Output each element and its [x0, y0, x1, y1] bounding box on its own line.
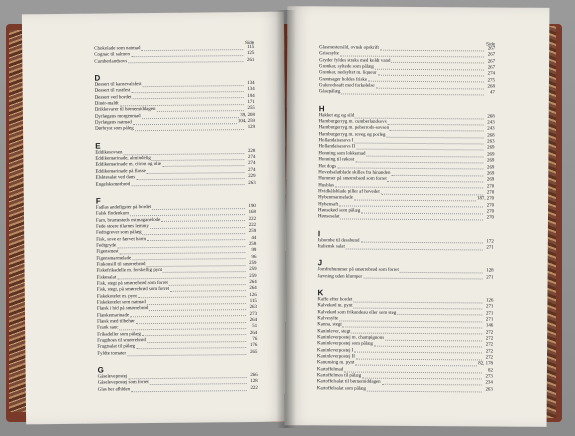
entry-page-number: 51 [252, 324, 258, 330]
entry-title: Grønkar, nedsyltet m. liqueur [318, 70, 377, 77]
entry-page-number: 270 [486, 209, 495, 215]
entry-page-number: 273 [485, 374, 493, 380]
entry-title: Grøntsager holdes friske [318, 77, 368, 83]
entry-title: Grønkar, syltede som pålæg [319, 64, 374, 70]
dot-leader [343, 327, 483, 329]
entry-page-number: 134 [247, 87, 255, 93]
entry-page-number: 258 [248, 241, 257, 247]
entry-title: Hamburgerryg m. cumberlandsovs [318, 119, 387, 125]
entry-title: Dessert til karnevalsfest [94, 82, 142, 88]
entry-title: Frank sauc [97, 325, 119, 331]
entry-title: Kaninleverpostej som pålæg [317, 341, 373, 348]
dot-leader [360, 242, 482, 244]
dot-leader [356, 358, 482, 360]
entry-page-number: 263 [249, 305, 257, 311]
entry-title: Frikadeller som pålæg [97, 331, 141, 338]
entry-title: Hamburgerryg m. peberrods-sovsen [318, 125, 390, 132]
entry-page-number: 269 [487, 158, 495, 164]
entry-page-number: 267 [487, 59, 496, 65]
dot-leader [152, 208, 245, 210]
entry-title: Jomfruhummer på smørrebrød som forret [317, 267, 399, 274]
section-letter: E [95, 141, 101, 151]
dot-leader [340, 218, 483, 220]
book-gutter [276, 10, 296, 428]
section-letter: D [94, 73, 101, 83]
dot-leader [367, 390, 482, 392]
dot-leader [149, 309, 246, 311]
entry-title: Fedtgryde [96, 243, 117, 249]
dot-leader [381, 193, 483, 195]
dot-leader [152, 159, 245, 161]
entry-page-number: 264 [249, 286, 257, 292]
dot-leader [341, 94, 484, 96]
entry-page-number: 269 [487, 145, 495, 152]
entry-page-number: 272 [485, 355, 494, 361]
entry-title: Finkonsill til smørrebrød [96, 262, 146, 268]
entry-title: Hønsekød som pålæg [318, 208, 361, 214]
entry-title: Gryder fyldes straks med koldt vand [319, 58, 391, 64]
entry-page-number: 99 [251, 248, 257, 254]
entry-title: Farn, brumesteds ostmaganelode [95, 217, 161, 224]
entry-page-number: 265 [250, 349, 258, 355]
entry-title: Kanna, stegt [317, 322, 342, 328]
entry-page-number: 269 [486, 177, 495, 183]
entry-page-number: 115 [247, 44, 255, 51]
left-page [22, 12, 288, 425]
entry-page-number: 243 [487, 126, 495, 132]
entry-title: Honning til røkost [318, 157, 355, 163]
entry-page-number: 264 [249, 317, 258, 324]
dot-leader [351, 333, 482, 335]
entry-page-number: 272 [485, 342, 494, 348]
entry-page-number: 243 [487, 120, 495, 126]
dot-leader [400, 272, 483, 274]
entry-title: Hollandaisesovs II [318, 144, 356, 151]
entry-page-number: 128 [250, 379, 258, 385]
entry-title: Hot dogs [318, 163, 337, 169]
entry-title: Fadlas andefigster på bordet [95, 204, 152, 211]
dot-leader [356, 149, 483, 151]
dot-leader [346, 248, 483, 250]
right-index-column [317, 40, 495, 399]
entry-page-number: 222 [248, 222, 257, 228]
dot-leader [388, 124, 484, 126]
dot-leader [354, 352, 482, 354]
dot-leader [156, 110, 243, 112]
dot-leader [391, 174, 483, 176]
entry-title: Gåsepålæg [318, 89, 341, 95]
dot-leader [368, 81, 484, 83]
entry-page-number: 229 [248, 174, 256, 180]
entry-page-number: 269 [487, 152, 495, 158]
entry-page-number: 267 [487, 65, 496, 71]
entry-page-number: 261 [246, 57, 255, 63]
entry-page-number: 82, 178 [478, 361, 493, 367]
entry-title: Hakket æg og sild [318, 113, 355, 119]
entry-page-number: 234 [485, 380, 493, 386]
dot-leader [355, 161, 483, 163]
dot-leader [150, 227, 245, 229]
dot-leader [382, 384, 482, 386]
entry-title: Kalvekød m. pynt [317, 303, 353, 309]
entry-title: Fisk, stegt, på smørrebrød som forret [96, 287, 170, 293]
entry-page-number: 176 [249, 343, 258, 349]
entry-page-number: 126 [249, 292, 257, 298]
entry-page-number: 270 [486, 190, 495, 196]
section-letter: G [97, 365, 104, 375]
entry-page-number: 82 [488, 368, 493, 374]
entry-title: Frugtsalat til pålæg [97, 344, 136, 351]
entry-title: Dessert ved bordet [94, 94, 132, 101]
entry-title: Gulerodssaft mod forkølelse [318, 83, 375, 89]
dot-leader [169, 284, 246, 286]
dot-leader [339, 206, 483, 208]
dot-leader [161, 220, 245, 222]
entry-title: Flæsk med tilbehør [97, 319, 135, 325]
dot-leader [386, 136, 483, 138]
entry-title: Dessert til rustfest [94, 88, 131, 94]
dot-leader [363, 278, 482, 280]
entry-page-number: 263 [485, 387, 493, 393]
entry-title: Kartoffelsalat som pålæg [316, 386, 366, 392]
entry-title: Dyrlægens natmad [94, 120, 132, 126]
dot-leader [355, 117, 484, 119]
entry-page-number: 274 [248, 155, 256, 161]
entry-title: Kartoffelsalat til børnemiddagen [316, 379, 381, 386]
entry-title: Fiskesalat [96, 275, 117, 281]
entry-page-number: 146 [485, 323, 494, 329]
entry-page-number: 268 [487, 84, 495, 90]
dot-leader [163, 271, 246, 273]
entry-title: Honning som lokkemad [318, 151, 366, 157]
dot-leader [146, 265, 245, 267]
entry-title: Fede stoere tilarnes lemmy [96, 223, 149, 230]
entry-title: Glasmestersild, ovnsk opskrift [319, 45, 379, 51]
entry-title: Kartoffelmos til pålæg [316, 373, 362, 379]
entry-page-number: 267 [487, 46, 496, 52]
dot-leader [337, 168, 483, 170]
dot-leader [397, 314, 482, 316]
entry-title: Flæskemarinade [96, 312, 130, 319]
dot-leader [339, 320, 482, 322]
entry-page-number: 273 [249, 311, 258, 317]
entry-page-number: 274 [248, 167, 256, 173]
dot-leader [391, 62, 484, 64]
entry-page-number: 275 [487, 78, 495, 84]
section-letter: F [95, 196, 101, 206]
section-letter: I [317, 228, 321, 238]
entry-title: Italiensk salat [317, 244, 345, 250]
entry-page-number: 96 [251, 254, 257, 260]
dot-leader [361, 212, 483, 214]
entry-title: Gåselevepostej [97, 374, 128, 380]
entry-title: Grisesylte [319, 51, 339, 57]
entry-page-number: 270 [486, 215, 495, 221]
entry-title: Glas her afhlden [97, 387, 131, 393]
entry-title: Fisk, sove er færvet harm [96, 236, 147, 243]
entry-title: Fisk, stegt på smørrebrød som forret [96, 280, 168, 287]
dot-leader [374, 346, 482, 348]
dot-leader [376, 88, 484, 90]
dot-leader [366, 155, 483, 157]
left-index-column [94, 40, 258, 400]
dot-leader [162, 165, 244, 167]
entry-title: Hvidkålsblade piller af hovedet [318, 189, 380, 195]
entry-page-number: 255 [247, 106, 255, 112]
entry-title: Hummer på smørrebrød som forret [318, 176, 387, 182]
entry-title: Fiskefrikadelle m. forskellig pynt [96, 268, 163, 274]
entry-page-number: 269 [486, 171, 495, 177]
section-letter: K [317, 288, 324, 298]
entry-title: Eddikemarinade, almindelig [95, 156, 151, 162]
entry-title: Dinér-maldt [94, 101, 119, 107]
dot-leader [354, 200, 476, 202]
entry-title: Cumberlandsovs [94, 58, 128, 65]
entry-page-number: 271 [486, 275, 494, 281]
entry-title: Figensmest [96, 249, 119, 255]
entry-page-number: 104, 259 [237, 119, 256, 125]
dot-leader [147, 239, 245, 241]
entry-title: Kaninleverpostej I [317, 348, 354, 354]
dot-leader [150, 383, 247, 385]
dot-leader [353, 301, 482, 303]
section-letter: H [318, 104, 325, 114]
entry-page-number: 39, 208 [240, 112, 255, 118]
entry-page-number: 271 [486, 245, 494, 251]
entry-title: Engelsksmørbrød [95, 181, 131, 188]
entry-title: Eddikemarinade på flasse [95, 168, 146, 175]
entry-page-number: 267 [487, 52, 496, 58]
dot-leader [354, 142, 483, 144]
entry-page-number: 128 [486, 268, 494, 274]
entry-title: Drikkevarer til børnemiddagen [94, 107, 156, 114]
entry-page-number: 115 [249, 298, 257, 305]
dot-leader [390, 130, 484, 132]
entry-title: Fiskekotelet som natmad [96, 300, 146, 306]
entry-title: Kanunsing m. pynt [316, 360, 355, 366]
entry-page-number: 259 [249, 260, 257, 266]
entry-title: Hybensaft [318, 201, 339, 208]
dot-leader [335, 187, 483, 189]
entry-title: Hamburgerryg m. reveg og porleg [318, 132, 386, 138]
entry-page-number: 44 [251, 235, 257, 241]
entry-title: Hollandaisesovs I [318, 138, 354, 144]
entry-page-number: 271 [486, 304, 494, 310]
entry-title: Chokolade som natmad [94, 46, 141, 52]
entry-page-number: 259 [248, 229, 257, 235]
entry-page-number: 268 [487, 133, 495, 139]
entry-title: Eddikesovsen [95, 150, 123, 156]
entry-title: Isbombe til dessbund [317, 237, 360, 244]
entry-title: Kaninleverpostej m. champignons [317, 335, 385, 341]
entry-title: Fyldte tomater [97, 351, 127, 357]
entry-page-number: 271 [485, 311, 494, 317]
dot-leader [142, 117, 240, 119]
entry-title: Kaninleverpostej II [317, 354, 355, 360]
entry-page-number: 125 [246, 51, 255, 57]
dot-leader [378, 75, 484, 77]
section-gap [317, 392, 493, 399]
entry-title: Falsk flodenkum [95, 211, 129, 217]
dot-leader [340, 56, 484, 58]
entry-page-number: 259 [249, 267, 257, 273]
dot-leader [362, 377, 482, 379]
entry-title: Hybenmarmelade [318, 195, 353, 201]
entry-page-number: 228 [247, 148, 256, 154]
entry-page-number: 194 [247, 93, 255, 99]
entry-page-number: 274 [248, 161, 256, 167]
right-page [285, 6, 550, 427]
entry-page-number: 47 [489, 90, 495, 96]
entry-page-number: 222 [248, 216, 257, 222]
dot-leader [344, 371, 482, 373]
dot-leader [147, 341, 246, 343]
entry-title: Dyrlægens morgenmad [94, 113, 141, 120]
entry-title: Hovedsalatblade skilles fra hinanden [318, 170, 391, 176]
dot-leader [385, 340, 482, 342]
entry-title: Kartoffelmad [316, 367, 344, 373]
entry-page-number: 187, 270 [476, 196, 495, 202]
entry-page-number: 263 [248, 180, 256, 186]
entry-page-number: 171 [247, 100, 255, 106]
entry-title: Gåselevepostej som forret [97, 380, 149, 387]
entry-title: Flæsk i bid på smørrebrød [96, 306, 149, 312]
entry-title: Cognac til salmon [94, 52, 130, 58]
entry-title: Fiskekotelet m. pynt [96, 293, 137, 300]
entry-title: Dørbryst som påleg [95, 126, 134, 133]
dot-leader [380, 49, 484, 51]
entry-page-number: 268 [487, 114, 495, 120]
section-letter: J [317, 258, 323, 268]
dot-leader [375, 68, 484, 70]
entry-page-number: 263 [487, 139, 495, 145]
entry-page-number: 76 [252, 336, 258, 343]
entry-title: Husblas [318, 182, 334, 188]
entry-page-number: 270 [486, 184, 495, 190]
entry-title: Eddikemarinade m. citron og olie [95, 162, 162, 169]
entry-page-number: 272 [485, 330, 494, 336]
entry-page-number: 272 [485, 349, 494, 355]
entry-title: Kalvesylte [317, 316, 339, 322]
dot-leader [170, 290, 246, 292]
dot-leader [355, 365, 477, 367]
dot-leader [147, 303, 246, 305]
entry-page-number: 129 [247, 125, 256, 131]
entry-page-number: 269 [486, 164, 495, 171]
entry-page-number: 272 [485, 336, 494, 342]
entry-page-number: 266 [250, 373, 258, 379]
entry-title: Kaffe efter bordet [317, 297, 353, 303]
entry-title: Hønsesalat [317, 214, 340, 220]
entry-title: Figensmarmelade [96, 255, 132, 262]
entry-page-number: 274 [487, 71, 496, 77]
page-header-label: Side [244, 39, 255, 46]
dot-leader [388, 181, 484, 183]
entry-page-number: 264 [249, 279, 257, 285]
entry-title: Fedtsgrever som pålæg [96, 230, 142, 236]
entry-page-number: 168 [248, 210, 256, 216]
page-header-label: Side [485, 41, 496, 47]
entry-page-number: 172 [486, 239, 494, 245]
entry-page-number: 271 [485, 317, 494, 323]
entry-page-number: 222 [250, 385, 258, 391]
entry-title: Kaninlever, stegt [317, 328, 351, 335]
entry-page-number: 259 [249, 273, 257, 279]
dot-leader [354, 308, 483, 310]
entry-page-number: 134 [247, 80, 255, 87]
entry-title: Jævning uden klumper [317, 273, 363, 280]
entry-page-number: 126 [486, 298, 494, 304]
dot-leader [147, 172, 245, 174]
entry-title: Elsktesalat ved dans [95, 175, 136, 181]
entry-title: Frugthoes til smørrebrød [97, 338, 146, 344]
entry-title: Kalvekød som frikandeau eller som steg [317, 309, 397, 316]
entry-page-number: 190 [248, 203, 256, 209]
entry-page-number: 264 [249, 330, 258, 336]
entry-page-number: 270 [486, 203, 495, 209]
